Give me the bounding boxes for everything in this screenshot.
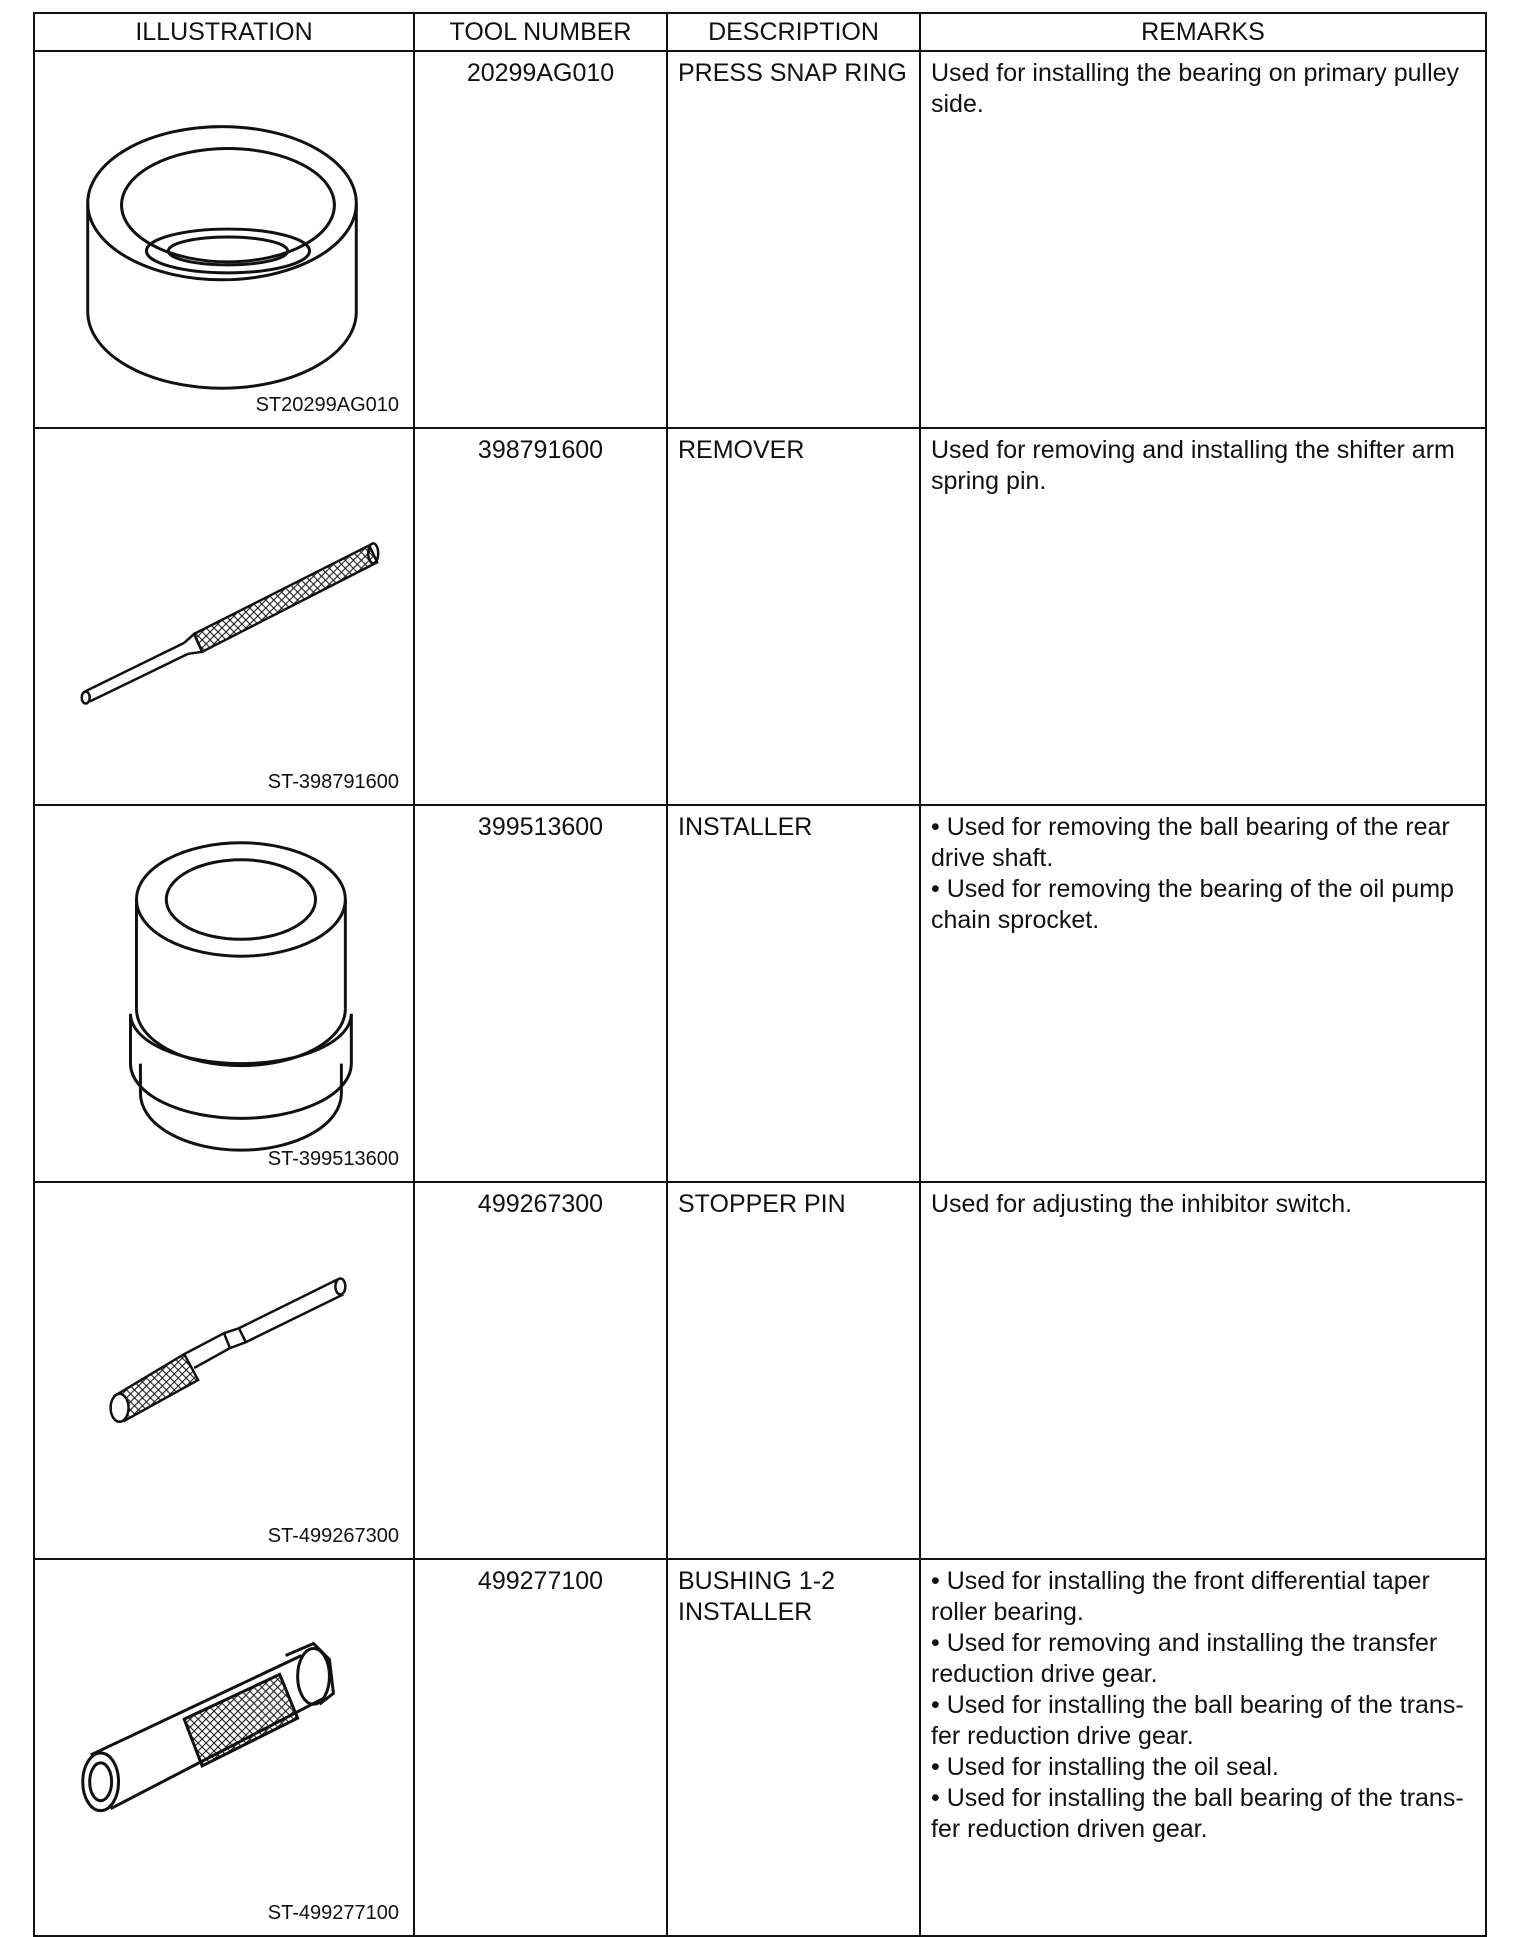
tool-number: 399513600 — [414, 805, 667, 1182]
description: BUSHING 1-2 INSTALLER — [667, 1559, 920, 1936]
illustration-cell — [34, 1559, 414, 1936]
remover-pin-icon — [35, 429, 413, 804]
press-snap-ring-icon — [35, 52, 413, 427]
illustration-cell — [34, 51, 414, 428]
description: REMOVER — [667, 428, 920, 805]
stopper-pin-icon — [35, 1183, 413, 1558]
header-illustration: ILLUSTRATION — [34, 13, 414, 51]
remarks — [920, 51, 1486, 428]
tool-number: 499277100 — [414, 1559, 667, 1936]
remark-line: • Used for installing the front differential taper roller bearing. — [931, 1567, 1430, 1626]
table-row — [34, 1559, 1486, 1936]
tool-number: 20299AG010 — [414, 51, 667, 428]
bushing-installer-icon — [35, 1560, 413, 1935]
remark-line: • Used for installing the oil seal. — [931, 1753, 1279, 1781]
remark-line: • Used for installing the ball bearing of the trans-fer reduction driven gear. — [931, 1784, 1464, 1843]
illustration-cell — [34, 428, 414, 805]
description: INSTALLER — [667, 805, 920, 1182]
tool-number: 398791600 — [414, 428, 667, 805]
illustration-code: ST-499267300 — [267, 1525, 399, 1547]
illustration-code: ST20299AG010 — [255, 394, 399, 416]
remark-line: Used for adjusting the inhibitor switch. — [931, 1190, 1353, 1218]
illustration-cell — [34, 1182, 414, 1559]
illustration-code: ST-399513600 — [267, 1148, 399, 1170]
table-row — [34, 428, 1486, 805]
header-description: DESCRIPTION — [667, 13, 920, 51]
description: PRESS SNAP RING — [667, 51, 920, 428]
header-remarks: REMARKS — [920, 13, 1486, 51]
installer-icon — [35, 806, 413, 1181]
description: STOPPER PIN — [667, 1182, 920, 1559]
remark-line: • Used for removing the ball bearing of the rear drive shaft. — [931, 813, 1450, 872]
table-row — [34, 805, 1486, 1182]
remark-line: Used for removing and installing the shifter arm spring pin. — [931, 436, 1455, 495]
illustration-cell — [34, 805, 414, 1182]
remarks — [920, 1182, 1486, 1559]
remarks — [920, 428, 1486, 805]
illustration-code: ST-398791600 — [267, 771, 399, 793]
header-tool-number: TOOL NUMBER — [414, 13, 667, 51]
table-row — [34, 1182, 1486, 1559]
remarks — [920, 805, 1486, 1182]
table-row — [34, 51, 1486, 428]
illustration-code: ST-499277100 — [267, 1902, 399, 1924]
remarks — [920, 1559, 1486, 1936]
tool-number: 499267300 — [414, 1182, 667, 1559]
header-row — [34, 13, 1486, 51]
remark-line: • Used for removing the bearing of the oil pump chain sprocket. — [931, 875, 1454, 934]
remark-line: Used for installing the bearing on primary pulley side. — [931, 59, 1460, 118]
special-tools-table — [33, 12, 1487, 1937]
remark-line: • Used for removing and installing the transfer reduction drive gear. — [931, 1629, 1438, 1688]
remark-line: • Used for installing the ball bearing of the trans-fer reduction drive gear. — [931, 1691, 1464, 1750]
